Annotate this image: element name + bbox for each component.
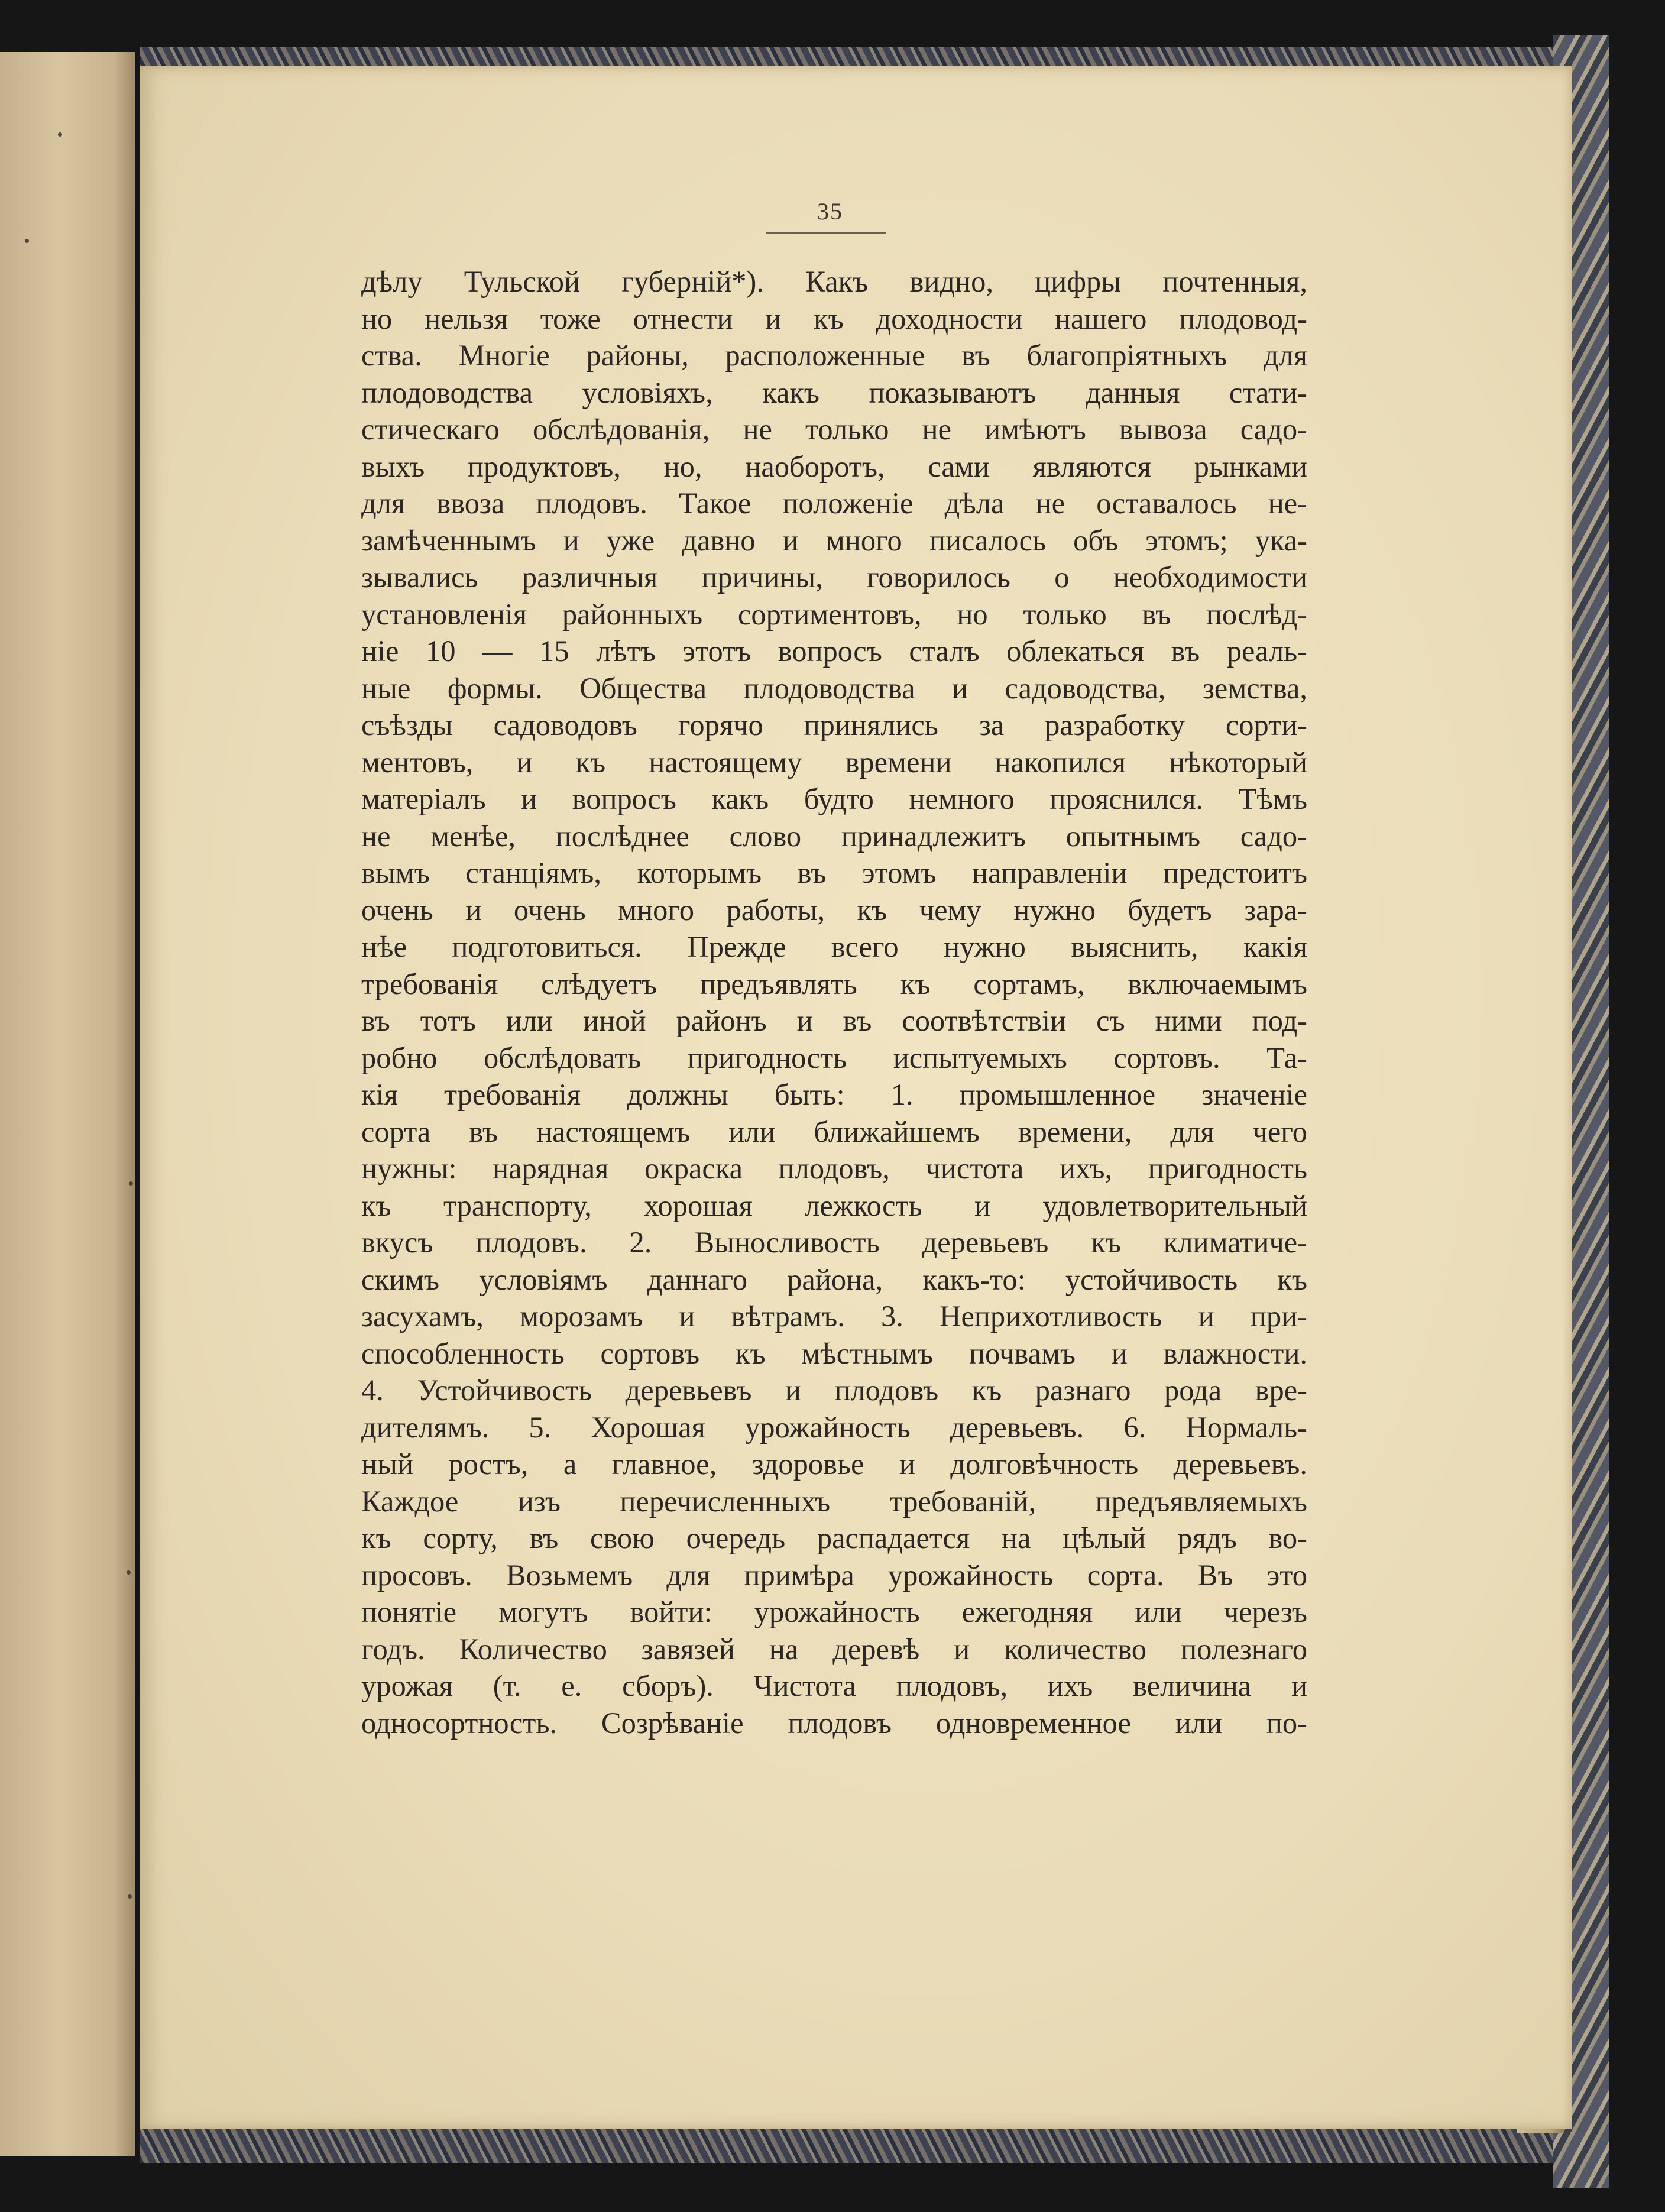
text-line: ментовъ, и къ настоящему времени накопился нѣкоторый [361,745,1307,779]
text-line: зывались различныя причины, говорилось о необходимости [361,561,1307,594]
text-line: плодоводства условіяхъ, какъ показываютъ данныя стати- [361,375,1307,409]
text-line: ніе 10 — 15 лѣтъ этотъ вопросъ сталъ облекаться въ реаль- [361,634,1307,668]
page-speck [127,1570,131,1575]
text-line: вкусъ плодовъ. 2. Выносливость деревьевъ къ климатиче- [361,1226,1307,1259]
text-line: дителямъ. 5. Хорошая урожайность деревьевъ. 6. Нормаль- [361,1410,1307,1444]
text-line: въ тотъ или иной районъ и въ соотвѣтствіи съ ними под- [361,1004,1307,1037]
text-line: способленность сортовъ къ мѣстнымъ почвамъ и влажности. [361,1336,1307,1370]
text-line: ные формы. Общества плодоводства и садоводства, земства, [361,671,1307,705]
body-text [361,263,1307,1741]
text-line: къ транспорту, хорошая лежкость и удовлетворительный [361,1188,1307,1222]
text-line: нѣе подготовиться. Прежде всего нужно выяснить, какія [361,930,1307,963]
text-line: установленія районныхъ сортиментовъ, но только въ послѣд- [361,597,1307,631]
page-number-rule [766,232,886,234]
text-line: понятіе могутъ войти: урожайность ежегодняя или черезъ [361,1595,1307,1628]
text-line: вымъ станціямъ, которымъ въ этомъ направленіи предстоитъ [361,856,1307,889]
text-line: не менѣе, послѣднее слово принадлежитъ опытнымъ садо- [361,819,1307,853]
text-line: ства. Многіе районы, расположенные въ благопріятныхъ для [361,339,1307,372]
text-line: но нельзя тоже отнести и къ доходности нашего плодовод- [361,302,1307,335]
text-line: очень и очень много работы, къ чему нужно будетъ зара- [361,893,1307,927]
text-line: ный ростъ, а главное, здоровье и долговѣчность деревьевъ. [361,1447,1307,1481]
text-line: матеріалъ и вопросъ какъ будто немного прояснился. Тѣмъ [361,782,1307,815]
page-speck [58,132,62,137]
text-line: къ сорту, въ свою очередь распадается на цѣлый рядъ во- [361,1521,1307,1554]
text-line: годъ. Количество завязей на деревѣ и количество полезнаго [361,1632,1307,1666]
text-line: урожая (т. е. сборъ). Чистота плодовъ, ихъ величина и [361,1669,1307,1702]
page-speck [128,1894,132,1899]
text-line: стическаго обслѣдованія, не только не имѣютъ вывоза садо- [361,413,1307,446]
page-number: 35 [817,198,843,225]
text-line: дѣлу Тульской губерній*). Какъ видно, цифры почтенныя, [361,265,1307,298]
text-line: Каждое изъ перечисленныхъ требованій, предъявляемыхъ [361,1484,1307,1518]
text-line: просовъ. Возьмемъ для примѣра урожайность сорта. Въ это [361,1558,1307,1592]
text-line: скимъ условіямъ даннаго района, какъ-то: устойчивость къ [361,1262,1307,1296]
page-speck [129,1181,133,1186]
text-line: съѣзды садоводовъ горячо принялись за разработку сорти- [361,708,1307,741]
text-line: выхъ продуктовъ, но, наоборотъ, сами являются рынками [361,449,1307,483]
page-speck [25,239,29,243]
text-line: робно обслѣдовать пригодность испытуемыхъ сортовъ. Та- [361,1041,1307,1074]
text-line: сорта въ настоящемъ или ближайшемъ времени, для чего [361,1115,1307,1148]
text-line: односортность. Созрѣваніе плодовъ одновременное или по- [361,1706,1307,1740]
text-line: требованія слѣдуетъ предъявлять къ сортамъ, включаемымъ [361,967,1307,1000]
left-page [0,52,135,2156]
text-line: нужны: нарядная окраска плодовъ, чистота ихъ, пригодность [361,1152,1307,1185]
text-line: 4. Устойчивость деревьевъ и плодовъ къ разнаго рода вре- [361,1374,1307,1407]
text-line: кія требованія должны быть: 1. промышленное значеніе [361,1078,1307,1111]
text-line: замѣченнымъ и уже давно и много писалось объ этомъ; ука- [361,523,1307,557]
text-line: для ввоза плодовъ. Такое положеніе дѣла не оставалось не- [361,487,1307,520]
text-line: засухамъ, морозамъ и вѣтрамъ. 3. Неприхотливость и при- [361,1300,1307,1333]
